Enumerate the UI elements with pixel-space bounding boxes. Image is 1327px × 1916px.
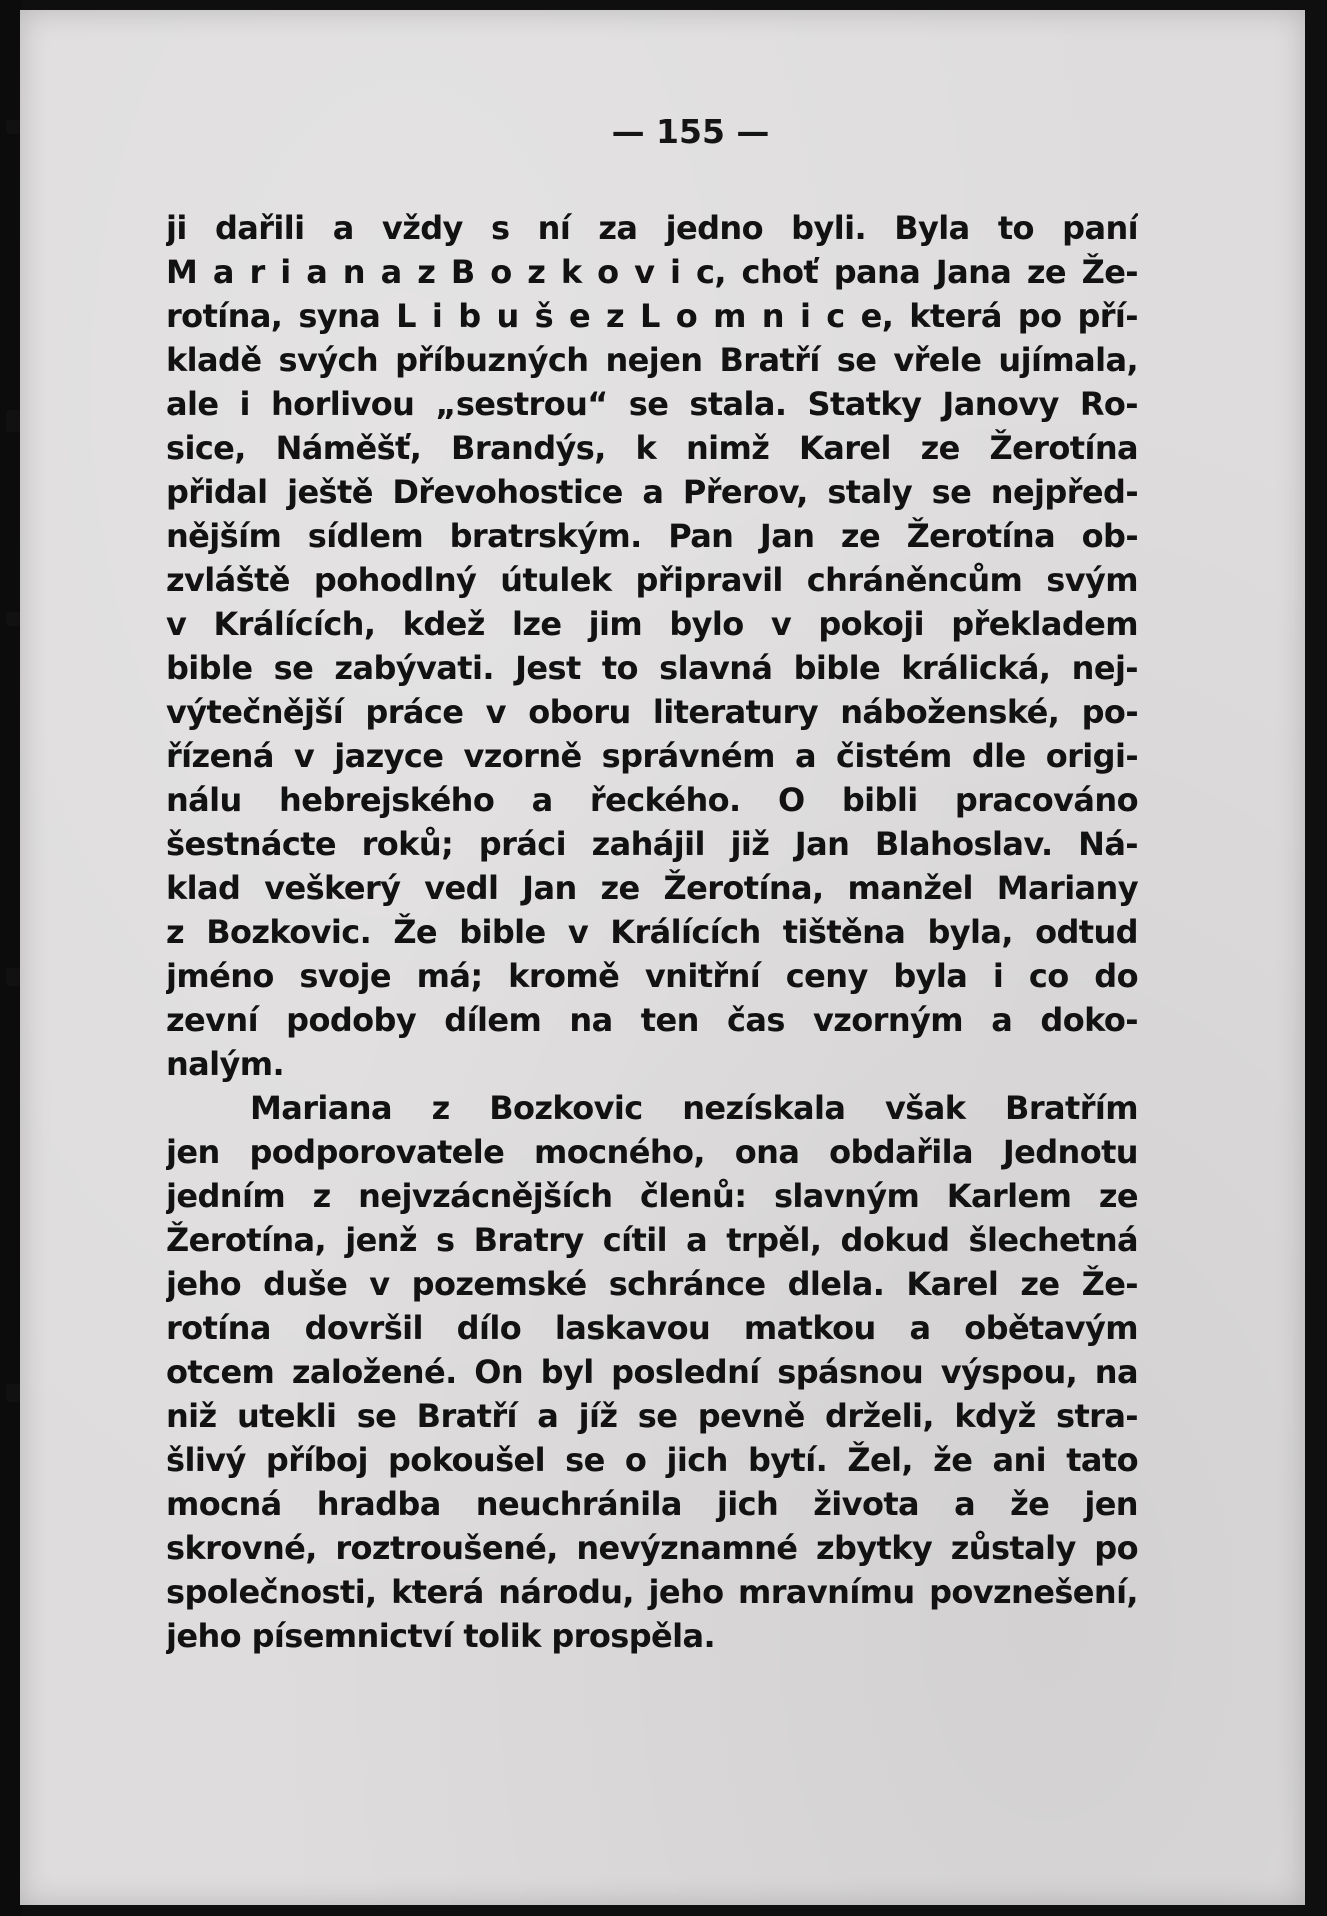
text-line: zevní podoby dílem na ten čas vzorným a doko- [166, 1001, 1138, 1039]
text-line: bible se zabývati. Jest to slavná bible králická, nej- [166, 649, 1138, 687]
text-line: společnosti, která národu, jeho mravnímu povznešení, [166, 1573, 1138, 1611]
text-line: nálu hebrejského a řeckého. O bibli pracováno [166, 781, 1138, 819]
text-line: nalým. [166, 1045, 285, 1083]
scan-binding-edge [0, 0, 22, 1916]
text-line: jeho písemnictví tolik prospěla. [166, 1617, 716, 1655]
text-line: ale i horlivou „sestrou“ se stala. Statky Janovy Ro- [166, 385, 1138, 423]
text-line: Mariana z Bozkovic nezískala však Bratřím [250, 1089, 1138, 1127]
text-line: nějším sídlem bratrským. Pan Jan ze Žerotína ob- [166, 517, 1138, 555]
text-line: jméno svoje má; kromě vnitřní ceny byla i co do [166, 957, 1138, 995]
text-line: zvláště pohodlný útulek připravil chráněncům svým [166, 561, 1138, 599]
text-line: ji dařili a vždy s ní za jedno byli. Byla to paní [166, 209, 1138, 247]
text-line: skrovné, roztroušené, nevýznamné zbytky zůstaly po [166, 1529, 1138, 1567]
page-number: — 155 — [611, 112, 770, 151]
book-page [20, 10, 1305, 1905]
text-line: výtečnější práce v oboru literatury náboženské, po- [166, 693, 1138, 731]
text-line: klad veškerý vedl Jan ze Žerotína, manžel Mariany [166, 869, 1138, 907]
text-line: jedním z nejvzácnějších členů: slavným Karlem ze [166, 1177, 1138, 1215]
text-line: rotína dovršil dílo laskavou matkou a obětavým [166, 1309, 1138, 1347]
text-line: jeho duše v pozemské schránce dlela. Karel ze Že- [166, 1265, 1138, 1303]
page-text [166, 206, 1138, 1658]
text-line: sice, Náměšť, Brandýs, k nimž Karel ze Žerotína [166, 429, 1138, 467]
text-line: otcem založené. On byl poslední spásnou výspou, na [166, 1353, 1138, 1391]
text-line: šlivý příboj pokoušel se o jich bytí. Žel, že ani tato [166, 1441, 1138, 1479]
text-line: šestnácte roků; práci zahájil již Jan Blahoslav. Ná- [166, 825, 1138, 863]
text-line: řízená v jazyce vzorně správném a čistém dle origi- [166, 737, 1138, 775]
text-line: Žerotína, jenž s Bratry cítil a trpěl, dokud šlechetná [166, 1221, 1138, 1259]
text-line: niž utekli se Bratří a jíž se pevně drželi, když stra- [166, 1397, 1138, 1435]
text-line: mocná hradba neuchránila jich života a že jen [166, 1485, 1138, 1523]
text-line: rotína, syna L i b u š e z L o m n i c e, která po pří- [166, 297, 1138, 335]
text-line: jen podporovatele mocného, ona obdařila Jednotu [166, 1133, 1138, 1171]
text-line: přidal ještě Dřevohostice a Přerov, staly se nejpřed- [166, 473, 1138, 511]
text-line: v Králících, kdež lze jim bylo v pokoji překladem [166, 605, 1138, 643]
text-line: M a r i a n a z B o z k o v i c, choť pana Jana ze Že- [166, 253, 1138, 291]
text-line: kladě svých příbuzných nejen Bratří se vřele ujímala, [166, 341, 1138, 379]
text-line: z Bozkovic. Že bible v Králících tištěna byla, odtud [166, 913, 1138, 951]
